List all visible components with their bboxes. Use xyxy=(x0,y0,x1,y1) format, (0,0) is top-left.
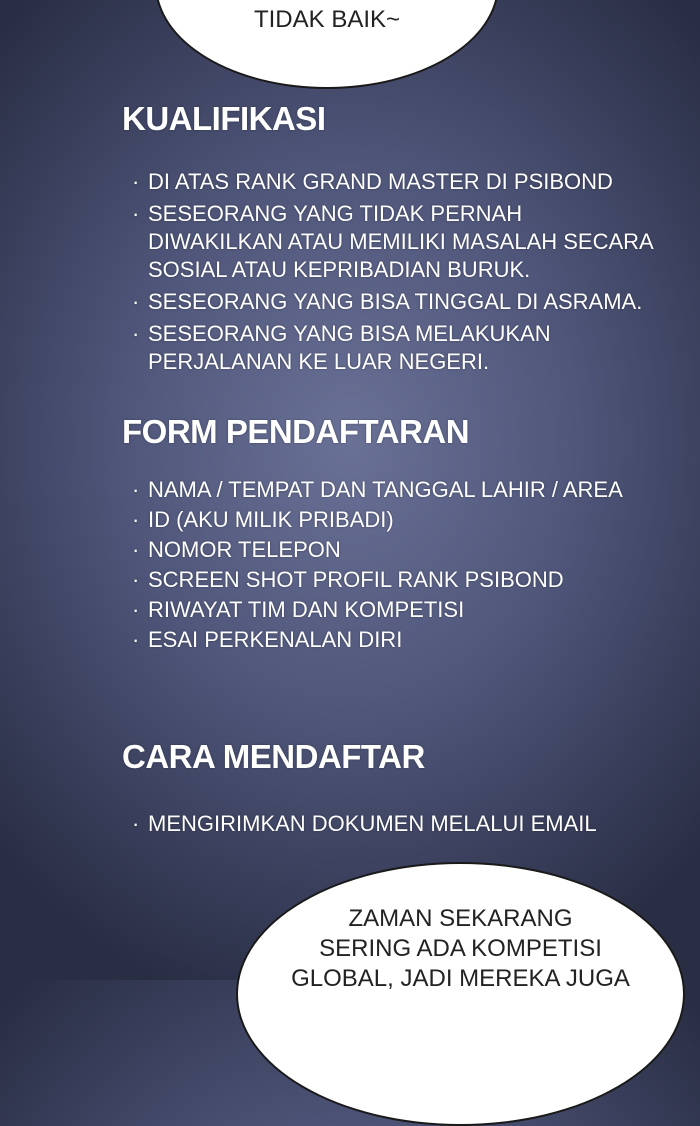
list-item-text: SESEORANG YANG BISA TINGGAL DI ASRAMA. xyxy=(148,289,643,314)
bullet-icon: · xyxy=(132,567,140,592)
list-item-text: ESAI PERKENALAN DIRI xyxy=(148,627,403,652)
bullet-icon: · xyxy=(132,477,140,502)
how-to-register-heading: CARA MENDAFTAR xyxy=(122,738,425,775)
bullet-icon: · xyxy=(132,811,140,836)
registration-form-list xyxy=(122,475,662,655)
registration-form-section xyxy=(122,413,662,655)
speech-bubble-bottom xyxy=(236,862,685,1126)
speech-line: SERING ADA KOMPETISI xyxy=(319,935,602,962)
list-item xyxy=(122,200,657,284)
bullet-icon: · xyxy=(132,169,140,194)
how-to-register-section xyxy=(122,738,662,838)
list-item-text: NOMOR TELEPON xyxy=(148,537,341,562)
speech-bubble-top xyxy=(155,0,499,89)
registration-form-heading: FORM PENDAFTARAN xyxy=(122,413,470,450)
list-item xyxy=(122,565,662,595)
speech-bubble-bottom-text xyxy=(238,904,683,994)
speech-line: ZAMAN SEKARANG xyxy=(348,905,573,932)
speech-line: GLOBAL, JADI MEREKA JUGA xyxy=(291,965,630,992)
how-to-register-list xyxy=(122,810,662,838)
bullet-icon: · xyxy=(132,507,140,532)
list-item-text: RIWAYAT TIM DAN KOMPETISI xyxy=(148,597,465,622)
qualifications-heading: KUALIFIKASI xyxy=(122,100,326,137)
qualifications-list xyxy=(122,168,657,376)
speech-bubble-top-text: TIDAK BAIK~ xyxy=(253,6,401,33)
list-item-text: NAMA / TEMPAT DAN TANGGAL LAHIR / AREA xyxy=(148,477,623,502)
list-item xyxy=(122,475,662,505)
list-item xyxy=(122,810,662,838)
bullet-icon: · xyxy=(132,537,140,562)
bullet-icon: · xyxy=(132,321,140,346)
list-item-text: SESEORANG YANG TIDAK PERNAH DIWAKILKAN ATAU MEMILIKI MASALAH SECARA SOSIAL ATAU KEPRIBADIAN BURUK. xyxy=(148,201,653,282)
list-item xyxy=(122,625,662,655)
list-item-text: ID (AKU MILIK PRIBADI) xyxy=(148,507,394,532)
list-item-text: SESEORANG YANG BISA MELAKUKAN PERJALANAN KE LUAR NEGERI. xyxy=(148,321,551,374)
list-item xyxy=(122,288,657,316)
bullet-icon: · xyxy=(132,597,140,622)
list-item xyxy=(122,505,662,535)
list-item xyxy=(122,535,662,565)
qualifications-section xyxy=(122,100,657,376)
list-item xyxy=(122,595,662,625)
list-item-text: SCREEN SHOT PROFIL RANK PSIBOND xyxy=(148,567,564,592)
bullet-icon: · xyxy=(132,201,140,226)
bullet-icon: · xyxy=(132,627,140,652)
list-item-text: DI ATAS RANK GRAND MASTER DI PSIBOND xyxy=(148,169,613,194)
list-item-text: MENGIRIMKAN DOKUMEN MELALUI EMAIL xyxy=(148,811,597,836)
list-item xyxy=(122,320,568,376)
bullet-icon: · xyxy=(132,289,140,314)
list-item xyxy=(122,168,657,196)
